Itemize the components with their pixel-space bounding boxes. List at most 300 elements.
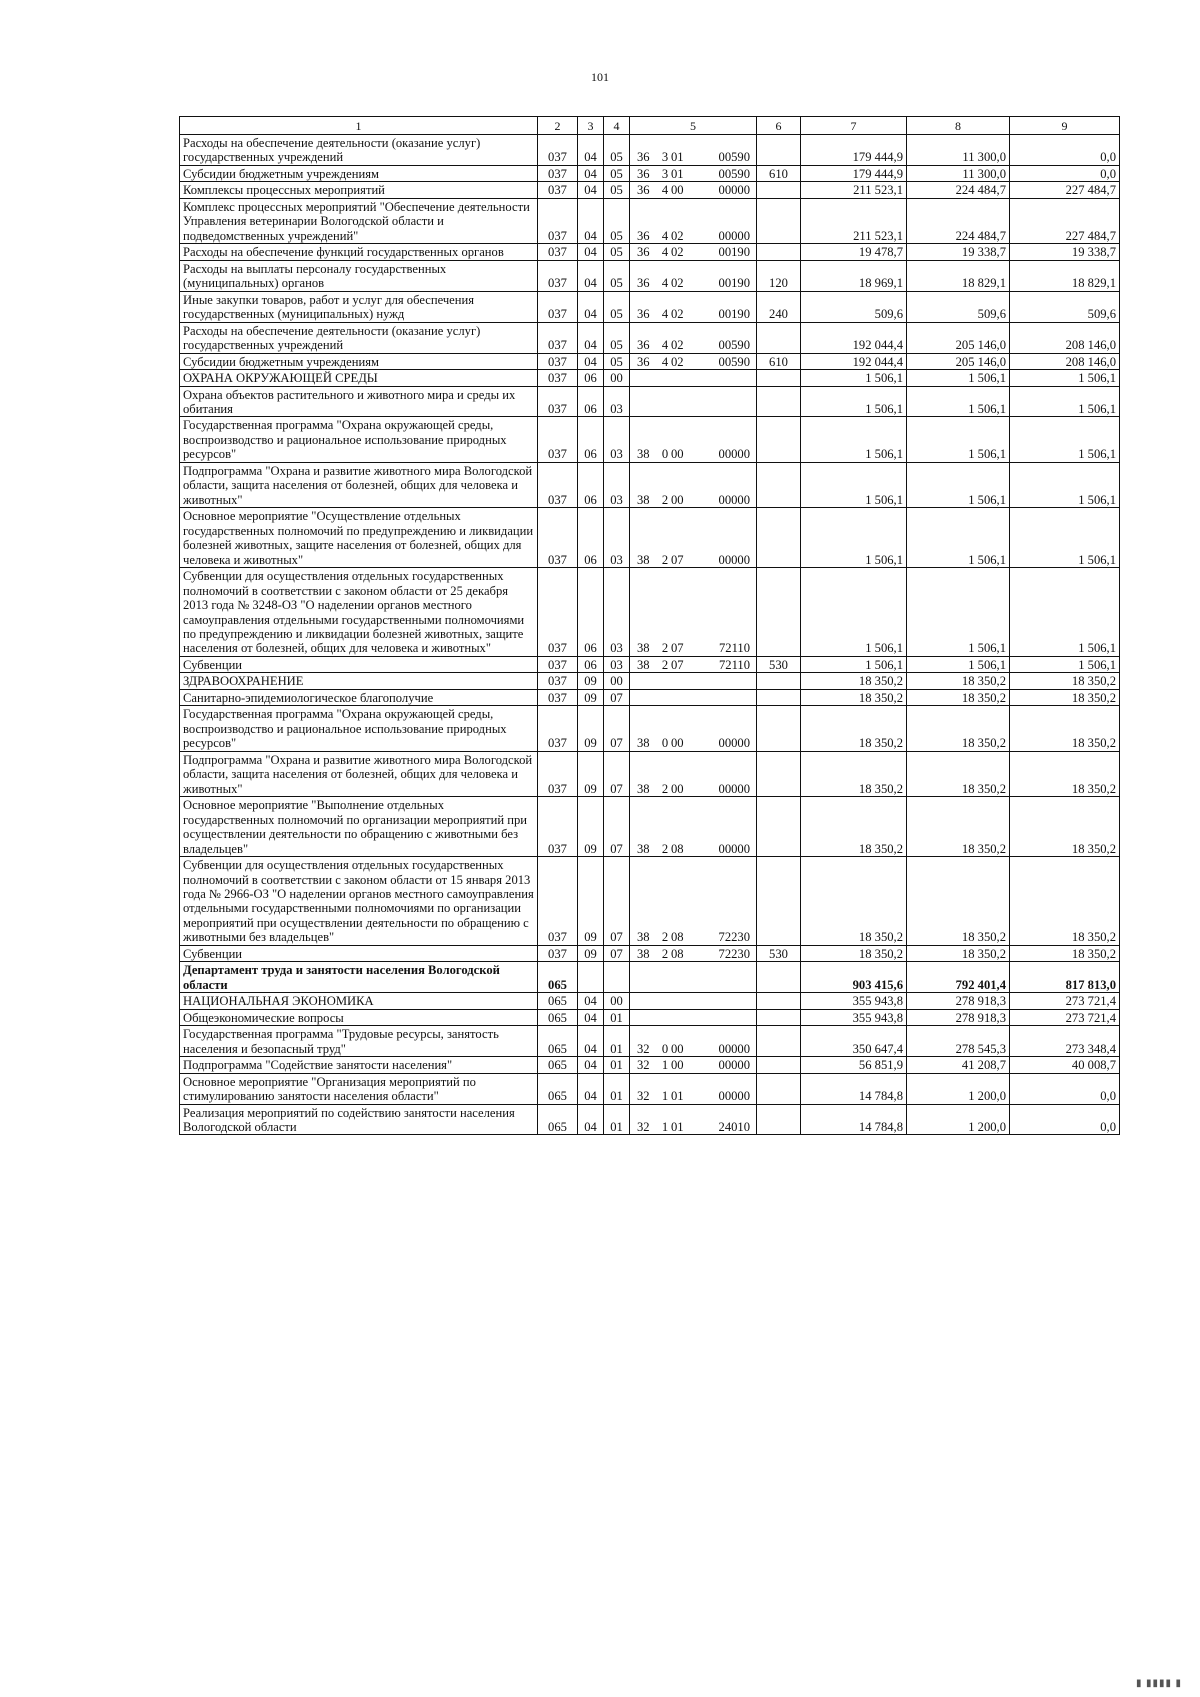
row-name: Субсидии бюджетным учреждениям xyxy=(180,353,538,369)
program-code-part: 4 xyxy=(661,354,669,369)
table-row xyxy=(180,462,1120,507)
amount-year-3: 1 506,1 xyxy=(1010,508,1120,568)
amount-year-2: 18 350,2 xyxy=(907,689,1010,705)
program-code-part: 38 xyxy=(637,641,650,656)
program-code xyxy=(630,322,757,353)
expense-type-code xyxy=(757,1026,801,1057)
amount-year-3: 1 506,1 xyxy=(1010,386,1120,417)
program-code-part: 38 xyxy=(637,552,650,567)
expense-type-code xyxy=(757,322,801,353)
expense-type-code: 120 xyxy=(757,260,801,291)
program-code-part: 1 xyxy=(661,1120,669,1134)
header-cell: 6 xyxy=(757,117,801,135)
program-code-part: 00590 xyxy=(718,166,750,181)
program-code xyxy=(630,673,757,689)
scan-mark: ▮ ▮▮▮▮ ▮ xyxy=(1135,1678,1182,1689)
program-code xyxy=(630,1073,757,1104)
table-row xyxy=(180,945,1120,961)
admin-code: 037 xyxy=(538,656,578,672)
program-code xyxy=(630,182,757,198)
amount-year-2: 41 208,7 xyxy=(907,1057,1010,1073)
row-name: Комплексы процессных мероприятий xyxy=(180,182,538,198)
table-row xyxy=(180,135,1120,166)
row-name: Общеэкономические вопросы xyxy=(180,1009,538,1025)
section-code: 09 xyxy=(578,706,604,751)
expense-type-code xyxy=(757,244,801,260)
amount-year-1: 1 506,1 xyxy=(801,417,907,462)
amount-year-3: 1 506,1 xyxy=(1010,417,1120,462)
table-row xyxy=(180,751,1120,796)
program-code xyxy=(630,1057,757,1073)
program-code-part: 1 xyxy=(661,1089,669,1104)
expense-type-code xyxy=(757,673,801,689)
section-code: 09 xyxy=(578,673,604,689)
amount-year-2: 18 350,2 xyxy=(907,945,1010,961)
program-code xyxy=(630,1009,757,1025)
amount-year-3: 40 008,7 xyxy=(1010,1057,1120,1073)
admin-code: 065 xyxy=(538,962,578,993)
program-code xyxy=(630,945,757,961)
program-code-part: 38 xyxy=(637,781,650,796)
section-code: 04 xyxy=(578,1009,604,1025)
program-code-part: 38 xyxy=(637,841,650,856)
subsection-code: 00 xyxy=(604,673,630,689)
program-code-part: 4 xyxy=(661,338,669,353)
amount-year-3: 227 484,7 xyxy=(1010,182,1120,198)
program-code xyxy=(630,1026,757,1057)
header-cell: 4 xyxy=(604,117,630,135)
amount-year-1: 18 350,2 xyxy=(801,673,907,689)
subsection-code: 05 xyxy=(604,322,630,353)
row-name: ЗДРАВООХРАНЕНИЕ xyxy=(180,673,538,689)
program-code-part: 00 xyxy=(671,447,684,462)
page-number: 101 xyxy=(591,70,609,84)
amount-year-3: 273 721,4 xyxy=(1010,1009,1120,1025)
row-name: Расходы на обеспечение деятельности (оказание услуг) государственных учреждений xyxy=(180,322,538,353)
admin-code: 037 xyxy=(538,568,578,657)
program-code-part: 2 xyxy=(661,946,669,961)
program-code-part: 72110 xyxy=(718,641,750,656)
admin-code: 065 xyxy=(538,1026,578,1057)
section-code: 06 xyxy=(578,462,604,507)
amount-year-1: 179 444,9 xyxy=(801,165,907,181)
amount-year-3: 18 829,1 xyxy=(1010,260,1120,291)
amount-year-2: 1 506,1 xyxy=(907,508,1010,568)
subsection-code: 05 xyxy=(604,353,630,369)
expense-type-code xyxy=(757,198,801,243)
program-code-part: 36 xyxy=(637,183,650,198)
amount-year-3: 18 350,2 xyxy=(1010,689,1120,705)
admin-code: 037 xyxy=(538,508,578,568)
program-code-part: 1 xyxy=(661,1058,669,1073)
section-code: 04 xyxy=(578,182,604,198)
expense-type-code xyxy=(757,1104,801,1135)
section-code: 04 xyxy=(578,135,604,166)
row-name: Субвенции xyxy=(180,656,538,672)
program-code-part: 2 xyxy=(661,641,669,656)
amount-year-3: 18 350,2 xyxy=(1010,797,1120,857)
program-code-part: 00590 xyxy=(718,338,750,353)
program-code-part: 36 xyxy=(637,228,650,243)
expense-type-code xyxy=(757,1009,801,1025)
program-code-part: 4 xyxy=(661,183,669,198)
amount-year-1: 18 969,1 xyxy=(801,260,907,291)
table-row xyxy=(180,797,1120,857)
admin-code: 037 xyxy=(538,370,578,386)
program-code-part: 32 xyxy=(637,1120,650,1134)
table-row xyxy=(180,1009,1120,1025)
table-row xyxy=(180,1057,1120,1073)
subsection-code: 05 xyxy=(604,198,630,243)
expense-type-code: 530 xyxy=(757,656,801,672)
amount-year-1: 903 415,6 xyxy=(801,962,907,993)
program-code-part: 0 xyxy=(661,736,669,751)
amount-year-1: 14 784,8 xyxy=(801,1104,907,1135)
program-code-part: 00 xyxy=(671,781,684,796)
expense-type-code xyxy=(757,857,801,946)
subsection-code: 03 xyxy=(604,462,630,507)
program-code-part: 4 xyxy=(661,276,669,291)
program-code-part: 38 xyxy=(637,447,650,462)
program-code-part: 36 xyxy=(637,276,650,291)
program-code-part: 08 xyxy=(671,946,684,961)
amount-year-1: 1 506,1 xyxy=(801,370,907,386)
row-name: Субвенции для осуществления отдельных государственных полномочий в соответствии с законом области от 15 января 2013 года № 2966-ОЗ "О наделении органов местного самоуправления отдельными государственными полномочиями по организации мероприятий при осуществлении деятельности по обращению с животными без владельцев" xyxy=(180,857,538,946)
subsection-code: 07 xyxy=(604,945,630,961)
program-code xyxy=(630,260,757,291)
program-code-part: 02 xyxy=(671,245,684,260)
amount-year-3: 817 813,0 xyxy=(1010,962,1120,993)
amount-year-1: 18 350,2 xyxy=(801,797,907,857)
amount-year-3: 227 484,7 xyxy=(1010,198,1120,243)
amount-year-1: 18 350,2 xyxy=(801,689,907,705)
subsection-code: 03 xyxy=(604,417,630,462)
amount-year-1: 18 350,2 xyxy=(801,945,907,961)
amount-year-2: 278 918,3 xyxy=(907,1009,1010,1025)
program-code xyxy=(630,508,757,568)
header-cell: 7 xyxy=(801,117,907,135)
amount-year-3: 18 350,2 xyxy=(1010,751,1120,796)
subsection-code: 05 xyxy=(604,244,630,260)
row-name: Реализация мероприятий по содействию занятости населения Вологодской области xyxy=(180,1104,538,1135)
admin-code: 037 xyxy=(538,689,578,705)
table-row xyxy=(180,656,1120,672)
program-code-part: 00000 xyxy=(718,183,750,198)
program-code-part: 36 xyxy=(637,166,650,181)
section-code xyxy=(578,962,604,993)
section-code: 06 xyxy=(578,386,604,417)
subsection-code: 03 xyxy=(604,508,630,568)
table-row xyxy=(180,370,1120,386)
amount-year-1: 192 044,4 xyxy=(801,353,907,369)
row-name: Иные закупки товаров, работ и услуг для обеспечения государственных (муниципальных) нужд xyxy=(180,291,538,322)
admin-code: 037 xyxy=(538,353,578,369)
program-code-part: 02 xyxy=(671,228,684,243)
program-code-part: 36 xyxy=(637,150,650,165)
program-code xyxy=(630,462,757,507)
row-name: Расходы на выплаты персоналу государственных (муниципальных) органов xyxy=(180,260,538,291)
table-row xyxy=(180,260,1120,291)
program-code-part: 01 xyxy=(671,1120,684,1134)
section-code: 06 xyxy=(578,568,604,657)
section-code: 06 xyxy=(578,370,604,386)
admin-code: 065 xyxy=(538,1009,578,1025)
table-row xyxy=(180,857,1120,946)
program-code-part: 00000 xyxy=(718,552,750,567)
admin-code: 037 xyxy=(538,260,578,291)
amount-year-1: 350 647,4 xyxy=(801,1026,907,1057)
admin-code: 037 xyxy=(538,386,578,417)
section-code: 04 xyxy=(578,1073,604,1104)
program-code-part: 08 xyxy=(671,841,684,856)
amount-year-2: 1 506,1 xyxy=(907,656,1010,672)
section-code: 04 xyxy=(578,165,604,181)
admin-code: 037 xyxy=(538,751,578,796)
program-code-part: 02 xyxy=(671,354,684,369)
program-code-part: 02 xyxy=(671,307,684,322)
program-code-part: 36 xyxy=(637,307,650,322)
table-row xyxy=(180,291,1120,322)
row-name: Государственная программа "Трудовые ресурсы, занятость населения и безопасный труд" xyxy=(180,1026,538,1057)
admin-code: 037 xyxy=(538,165,578,181)
header-cell: 8 xyxy=(907,117,1010,135)
admin-code: 037 xyxy=(538,945,578,961)
amount-year-1: 1 506,1 xyxy=(801,462,907,507)
subsection-code: 05 xyxy=(604,260,630,291)
amount-year-2: 18 350,2 xyxy=(907,673,1010,689)
row-name: Расходы на обеспечение деятельности (оказание услуг) государственных учреждений xyxy=(180,135,538,166)
section-code: 09 xyxy=(578,689,604,705)
admin-code: 037 xyxy=(538,291,578,322)
admin-code: 037 xyxy=(538,417,578,462)
program-code-part: 00000 xyxy=(718,1041,750,1056)
table-row xyxy=(180,244,1120,260)
subsection-code: 03 xyxy=(604,656,630,672)
row-name: Комплекс процессных мероприятий "Обеспечение деятельности Управления ветеринарии Вологодской области и подведомственных учреждений" xyxy=(180,198,538,243)
subsection-code: 00 xyxy=(604,993,630,1009)
program-code-part: 00000 xyxy=(718,1058,750,1073)
subsection-code: 01 xyxy=(604,1057,630,1073)
program-code-part: 38 xyxy=(637,492,650,507)
admin-code: 037 xyxy=(538,322,578,353)
table-row xyxy=(180,673,1120,689)
program-code-part: 4 xyxy=(661,245,669,260)
amount-year-2: 1 506,1 xyxy=(907,386,1010,417)
program-code-part: 00 xyxy=(671,1058,684,1073)
program-code-part: 2 xyxy=(661,657,669,672)
subsection-code: 07 xyxy=(604,857,630,946)
program-code-part: 08 xyxy=(671,930,684,945)
subsection-code: 01 xyxy=(604,1009,630,1025)
program-code xyxy=(630,1104,757,1135)
row-name: Основное мероприятие "Выполнение отдельных государственных полномочий по организации мероприятий при осуществлении деятельности по обращению с животными без владельцев" xyxy=(180,797,538,857)
row-name: Государственная программа "Охрана окружающей среды, воспроизводство и рациональное использование природных ресурсов" xyxy=(180,417,538,462)
table-body xyxy=(180,135,1120,1135)
expense-type-code xyxy=(757,962,801,993)
row-name: Государственная программа "Охрана окружающей среды, воспроизводство и рациональное использование природных ресурсов" xyxy=(180,706,538,751)
subsection-code: 07 xyxy=(604,751,630,796)
program-code-part: 00590 xyxy=(718,150,750,165)
subsection-code: 03 xyxy=(604,386,630,417)
header-cell: 9 xyxy=(1010,117,1120,135)
expense-type-code xyxy=(757,797,801,857)
amount-year-2: 278 918,3 xyxy=(907,993,1010,1009)
row-name: Субсидии бюджетным учреждениям xyxy=(180,165,538,181)
admin-code: 065 xyxy=(538,993,578,1009)
expense-type-code xyxy=(757,751,801,796)
amount-year-3: 1 506,1 xyxy=(1010,370,1120,386)
section-code: 04 xyxy=(578,1026,604,1057)
program-code-part: 00 xyxy=(671,492,684,507)
amount-year-2: 205 146,0 xyxy=(907,353,1010,369)
amount-year-3: 18 350,2 xyxy=(1010,706,1120,751)
program-code-part: 02 xyxy=(671,276,684,291)
section-code: 04 xyxy=(578,322,604,353)
amount-year-3: 0,0 xyxy=(1010,1104,1120,1135)
amount-year-1: 1 506,1 xyxy=(801,656,907,672)
program-code-part: 02 xyxy=(671,338,684,353)
program-code-part: 07 xyxy=(671,552,684,567)
admin-code: 037 xyxy=(538,857,578,946)
amount-year-1: 355 943,8 xyxy=(801,1009,907,1025)
table-row xyxy=(180,1104,1120,1135)
table-row xyxy=(180,962,1120,993)
admin-code: 037 xyxy=(538,198,578,243)
subsection-code: 03 xyxy=(604,568,630,657)
header-row xyxy=(180,117,1120,135)
section-code: 09 xyxy=(578,797,604,857)
amount-year-3: 1 506,1 xyxy=(1010,462,1120,507)
program-code-part: 38 xyxy=(637,657,650,672)
expense-type-code: 610 xyxy=(757,165,801,181)
program-code-part: 00000 xyxy=(718,1089,750,1104)
program-code-part: 32 xyxy=(637,1089,650,1104)
program-code-part: 00000 xyxy=(718,841,750,856)
table-row xyxy=(180,706,1120,751)
expense-type-code xyxy=(757,993,801,1009)
program-code xyxy=(630,291,757,322)
program-code-part: 00 xyxy=(671,183,684,198)
amount-year-3: 509,6 xyxy=(1010,291,1120,322)
expense-type-code xyxy=(757,706,801,751)
program-code-part: 00000 xyxy=(718,781,750,796)
program-code-part: 72110 xyxy=(718,657,750,672)
program-code-part: 2 xyxy=(661,841,669,856)
table-row xyxy=(180,198,1120,243)
section-code: 04 xyxy=(578,198,604,243)
program-code-part: 00190 xyxy=(718,276,750,291)
subsection-code: 01 xyxy=(604,1026,630,1057)
row-name: Департамент труда и занятости населения Вологодской области xyxy=(180,962,538,993)
amount-year-2: 224 484,7 xyxy=(907,182,1010,198)
program-code xyxy=(630,353,757,369)
header-cell: 1 xyxy=(180,117,538,135)
amount-year-1: 355 943,8 xyxy=(801,993,907,1009)
program-code-part: 3 xyxy=(661,150,669,165)
expense-type-code xyxy=(757,1073,801,1104)
amount-year-2: 1 506,1 xyxy=(907,462,1010,507)
expense-type-code xyxy=(757,462,801,507)
program-code-part: 00190 xyxy=(718,245,750,260)
program-code-part: 38 xyxy=(637,736,650,751)
amount-year-2: 278 545,3 xyxy=(907,1026,1010,1057)
admin-code: 037 xyxy=(538,135,578,166)
expense-type-code xyxy=(757,508,801,568)
amount-year-3: 273 721,4 xyxy=(1010,993,1120,1009)
subsection-code: 00 xyxy=(604,370,630,386)
subsection-code: 07 xyxy=(604,689,630,705)
expense-type-code: 530 xyxy=(757,945,801,961)
amount-year-1: 19 478,7 xyxy=(801,244,907,260)
expense-type-code xyxy=(757,370,801,386)
header-cell: 3 xyxy=(578,117,604,135)
program-code-part: 4 xyxy=(661,307,669,322)
program-code-part: 07 xyxy=(671,657,684,672)
program-code xyxy=(630,656,757,672)
amount-year-1: 211 523,1 xyxy=(801,198,907,243)
amount-year-2: 18 350,2 xyxy=(907,751,1010,796)
expense-type-code xyxy=(757,182,801,198)
row-name: Расходы на обеспечение функций государственных органов xyxy=(180,244,538,260)
amount-year-2: 18 350,2 xyxy=(907,857,1010,946)
admin-code: 037 xyxy=(538,462,578,507)
admin-code: 037 xyxy=(538,673,578,689)
admin-code: 037 xyxy=(538,244,578,260)
program-code xyxy=(630,198,757,243)
program-code xyxy=(630,568,757,657)
amount-year-1: 18 350,2 xyxy=(801,751,907,796)
program-code xyxy=(630,797,757,857)
row-name: ОХРАНА ОКРУЖАЮЩЕЙ СРЕДЫ xyxy=(180,370,538,386)
section-code: 09 xyxy=(578,751,604,796)
program-code xyxy=(630,993,757,1009)
program-code-part: 01 xyxy=(671,1089,684,1104)
amount-year-2: 18 829,1 xyxy=(907,260,1010,291)
amount-year-1: 192 044,4 xyxy=(801,322,907,353)
amount-year-3: 273 348,4 xyxy=(1010,1026,1120,1057)
program-code-part: 00000 xyxy=(718,447,750,462)
admin-code: 037 xyxy=(538,706,578,751)
amount-year-2: 205 146,0 xyxy=(907,322,1010,353)
subsection-code: 05 xyxy=(604,135,630,166)
subsection-code: 05 xyxy=(604,182,630,198)
program-code-part: 24010 xyxy=(718,1120,750,1134)
section-code: 04 xyxy=(578,291,604,322)
amount-year-3: 19 338,7 xyxy=(1010,244,1120,260)
program-code-part: 36 xyxy=(637,245,650,260)
amount-year-1: 211 523,1 xyxy=(801,182,907,198)
program-code-part: 00000 xyxy=(718,492,750,507)
subsection-code: 05 xyxy=(604,291,630,322)
row-name: Подпрограмма "Содействие занятости населения" xyxy=(180,1057,538,1073)
budget-table xyxy=(179,116,1120,1135)
amount-year-3: 0,0 xyxy=(1010,165,1120,181)
expense-type-code: 240 xyxy=(757,291,801,322)
amount-year-1: 14 784,8 xyxy=(801,1073,907,1104)
amount-year-3: 0,0 xyxy=(1010,135,1120,166)
section-code: 06 xyxy=(578,656,604,672)
program-code-part: 2 xyxy=(661,552,669,567)
section-code: 04 xyxy=(578,993,604,1009)
row-name: Основное мероприятие "Организация мероприятий по стимулированию занятости населения области" xyxy=(180,1073,538,1104)
program-code-part: 72230 xyxy=(718,930,750,945)
expense-type-code xyxy=(757,386,801,417)
amount-year-1: 179 444,9 xyxy=(801,135,907,166)
table-row xyxy=(180,508,1120,568)
program-code-part: 00590 xyxy=(718,354,750,369)
amount-year-3: 1 506,1 xyxy=(1010,568,1120,657)
amount-year-3: 18 350,2 xyxy=(1010,945,1120,961)
